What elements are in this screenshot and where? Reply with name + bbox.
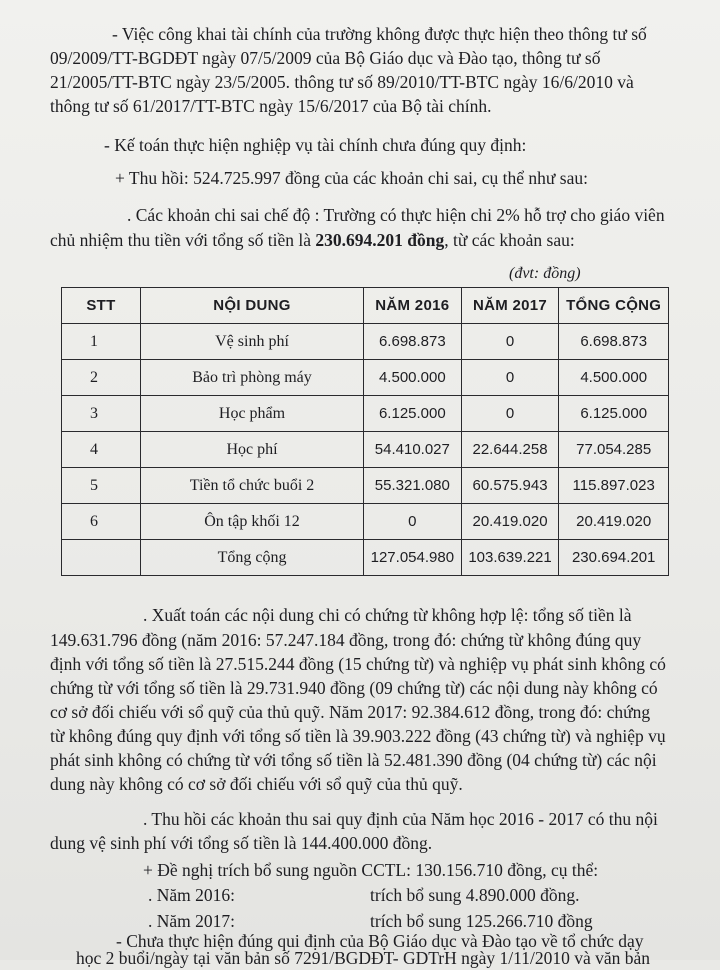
paragraph-5-line-1: . Xuất toán các nội dung chi có chứng từ không hợp lệ: tổng số tiền là <box>143 605 632 625</box>
paragraph-5-line-2: 149.631.796 đồng (năm 2016: 57.247.184 đồng, trong đó: chứng từ không đúng quy <box>50 630 642 650</box>
paragraph-5-line-3: định với tổng số tiền là 27.515.244 đồng (15 chứng từ) và nghiệp vụ phát sinh không có <box>50 654 666 674</box>
paragraph-5-line-4: chứng từ với tổng số tiền là 29.731.940 đồng (09 chứng từ) các nội dung này không có <box>50 678 658 698</box>
cell-2017: 20.419.020 <box>461 504 559 540</box>
paragraph-5-line-5: cơ sở đối chiếu với sổ quỹ của thủ quỹ. Năm 2017: 92.384.612 đồng, trong đó: chứng <box>50 702 651 722</box>
table-row <box>62 324 669 360</box>
header-stt: STT <box>62 288 141 324</box>
cell-content: Tiền tổ chức buổi 2 <box>141 468 364 504</box>
cell-2016: 54.410.027 <box>364 432 462 468</box>
header-2016: NĂM 2016 <box>364 288 462 324</box>
paragraph-4-line-1: . Các khoản chi sai chế độ : Trường có thực hiện chi 2% hỗ trợ cho giáo viên <box>127 205 665 225</box>
paragraph-10-line-2: học 2 buổi/ngày tại văn bản số 7291/BGDĐT- GDTrH ngày 1/11/2010 và văn bản <box>76 948 651 968</box>
cell-total: 77.054.285 <box>559 432 669 468</box>
paragraph-4-total: 230.694.201 đồng <box>315 230 445 250</box>
cell-stt: 4 <box>62 432 141 468</box>
cell-content: Vệ sinh phí <box>141 324 364 360</box>
header-2017: NĂM 2017 <box>461 288 559 324</box>
year-2017-value: trích bổ sung 125.266.710 đồng <box>370 911 593 931</box>
paragraph-6-line-2: dung vệ sinh phí với tổng số tiền là 144.400.000 đồng. <box>50 833 433 853</box>
cell-2016: 6.125.000 <box>364 396 462 432</box>
cell-2017: 0 <box>461 396 559 432</box>
cell-stt: 3 <box>62 396 141 432</box>
paragraph-1-line-1: - Việc công khai tài chính của trường không được thực hiện theo thông tư số <box>112 24 647 44</box>
cell-2016: 4.500.000 <box>364 360 462 396</box>
cell-2017: 0 <box>461 360 559 396</box>
cell-2016: 55.321.080 <box>364 468 462 504</box>
paragraph-4-prefix: chủ nhiệm thu tiền với tổng số tiền là <box>50 230 316 250</box>
cell-2016: 0 <box>364 504 462 540</box>
paragraph-10-line-1: - Chưa thực hiện đúng qui định của Bộ Giáo dục và Đào tạo về tổ chức dạy <box>116 931 644 951</box>
year-2017-label: . Năm 2017: <box>148 911 236 931</box>
paragraph-4-suffix: , từ các khoản sau: <box>444 230 575 250</box>
paragraph-1-line-4: thông tư số 61/2017/TT-BTC ngày 15/6/2017 của Bộ tài chính. <box>50 96 492 116</box>
table-row <box>62 504 669 540</box>
cell-total: 115.897.023 <box>559 468 669 504</box>
cell-2017: 22.644.258 <box>461 432 559 468</box>
cell-total-label: Tổng cộng <box>141 540 364 576</box>
cell-total-2017: 103.639.221 <box>461 540 559 576</box>
paragraph-5-line-6: từ không đúng quy định với tổng số tiền là 39.903.222 đồng (43 chứng từ) và nghiệp vụ <box>50 726 666 746</box>
cell-stt: 1 <box>62 324 141 360</box>
unit-label: (đvt: đồng) <box>509 265 581 282</box>
paragraph-6-line-1: . Thu hồi các khoản thu sai quy định của Năm học 2016 - 2017 có thu nội <box>143 809 658 829</box>
cell-total: 20.419.020 <box>559 504 669 540</box>
cell-content: Ôn tập khối 12 <box>141 504 364 540</box>
cell-stt: 2 <box>62 360 141 396</box>
cell-content: Bảo trì phòng máy <box>141 360 364 396</box>
cell-total: 6.698.873 <box>559 324 669 360</box>
cell-total: 4.500.000 <box>559 360 669 396</box>
cell-content: Học phẩm <box>141 396 364 432</box>
cell-2017: 60.575.943 <box>461 468 559 504</box>
paragraph-5-line-7: phát sinh không có chứng từ với tổng số tiền là 52.481.390 đồng (04 chứng từ) các nội <box>50 750 657 770</box>
table-row <box>62 468 669 504</box>
paragraph-4-line-2 <box>50 228 575 252</box>
cell-grand-total: 230.694.201 <box>559 540 669 576</box>
table-row <box>62 360 669 396</box>
paragraph-7: + Đề nghị trích bổ sung nguồn CCTL: 130.156.710 đồng, cụ thể: <box>143 860 599 880</box>
table-row <box>62 432 669 468</box>
cell-stt <box>62 540 141 576</box>
cell-total: 6.125.000 <box>559 396 669 432</box>
paragraph-5-line-8: dung này không có cơ sở đối chiếu với sổ quỹ của thủ quỹ. <box>50 774 463 794</box>
header-total: TỔNG CỘNG <box>559 288 669 324</box>
paragraph-1-line-3: 21/2005/TT-BTC ngày 23/5/2005. thông tư số 89/2010/TT-BTC ngày 16/6/2010 và <box>50 72 634 92</box>
paragraph-1-line-2: 09/2009/TT-BGDĐT ngày 07/5/2009 của Bộ Giáo dục và Đào tạo, thông tư số <box>50 48 601 68</box>
paragraph-2: - Kế toán thực hiện nghiệp vụ tài chính chưa đúng quy định: <box>104 135 527 155</box>
expense-table <box>61 287 669 576</box>
table-header-row <box>62 288 669 324</box>
cell-content: Học phí <box>141 432 364 468</box>
table-row <box>62 396 669 432</box>
cell-stt: 5 <box>62 468 141 504</box>
cell-2017: 0 <box>461 324 559 360</box>
cell-total-2016: 127.054.980 <box>364 540 462 576</box>
table-total-row <box>62 540 669 576</box>
cell-2016: 6.698.873 <box>364 324 462 360</box>
paragraph-3: + Thu hồi: 524.725.997 đồng của các khoản chi sai, cụ thể như sau: <box>115 168 588 188</box>
year-2016-label: . Năm 2016: <box>148 885 236 905</box>
cell-stt: 6 <box>62 504 141 540</box>
year-2016-value: trích bổ sung 4.890.000 đồng. <box>370 885 580 905</box>
header-content: NỘI DUNG <box>141 288 364 324</box>
